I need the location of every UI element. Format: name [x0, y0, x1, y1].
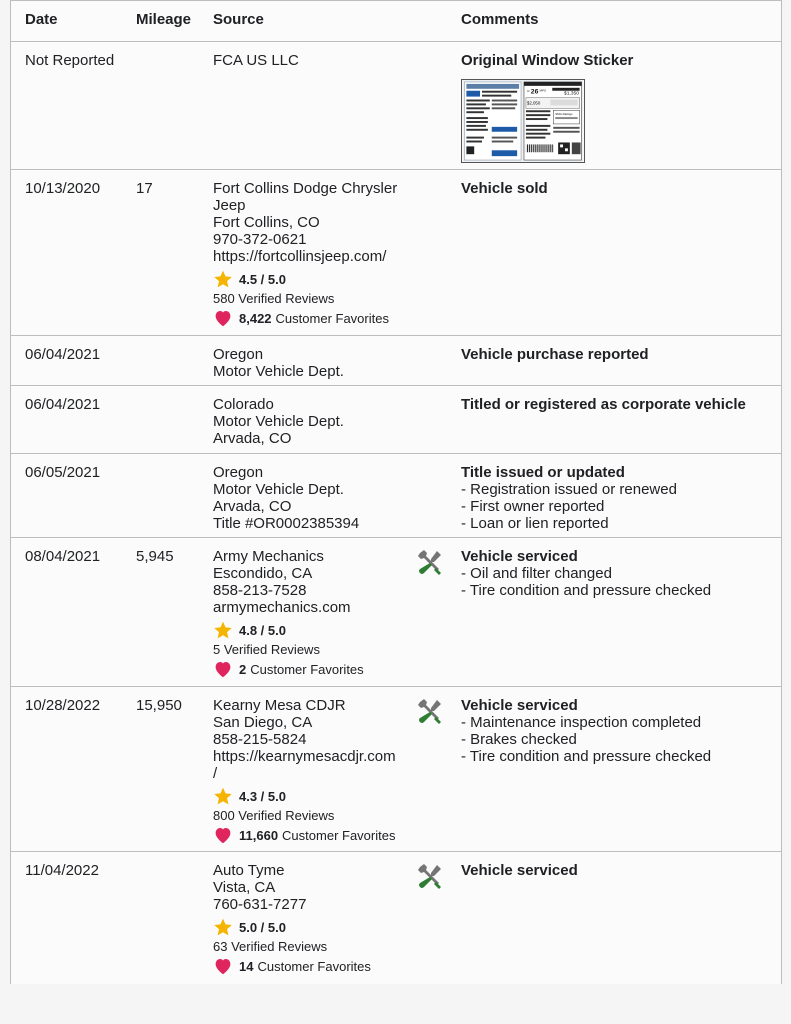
source-location: Fort Collins, CO — [213, 214, 320, 231]
dealer-rating[interactable] — [213, 786, 396, 806]
comment-title: Vehicle purchase reported — [461, 346, 649, 363]
row-comments — [461, 464, 677, 532]
source-phone[interactable]: 970-372-0621 — [213, 231, 307, 248]
row-date: 10/28/2022 — [25, 697, 101, 714]
source-website[interactable]: https://fortcollinsjeep.com/ — [213, 248, 387, 265]
reviews-link[interactable]: 580 Verified Reviews — [213, 291, 335, 306]
dealer-rating[interactable] — [213, 620, 364, 640]
table-row — [11, 336, 781, 386]
row-source — [213, 52, 299, 69]
row-source — [213, 346, 344, 380]
comment-item: - Tire condition and pressure checked — [461, 582, 712, 599]
source-location: Escondido, CA — [213, 565, 313, 582]
favorites-label: Customer Favorites — [282, 827, 396, 843]
svg-text:≈: ≈ — [526, 89, 530, 95]
favorites-label: Customer Favorites — [250, 661, 364, 677]
row-comments — [461, 180, 548, 197]
row-date: 06/04/2021 — [25, 346, 101, 363]
heart-icon — [213, 660, 233, 678]
source-website[interactable]: https://kearnymesacdjr.com — [213, 748, 396, 765]
reviews-link[interactable]: 800 Verified Reviews — [213, 808, 335, 823]
dealer-rating[interactable] — [213, 269, 397, 289]
comment-item: - Maintenance inspection completed — [461, 714, 702, 731]
window-sticker-thumbnail[interactable] — [461, 79, 585, 163]
rating-value: 4.5 / 5.0 — [239, 271, 286, 287]
svg-text:$1,350: $1,350 — [564, 91, 579, 97]
comment-item: - Oil and filter changed — [461, 565, 612, 582]
header-mileage: Mileage — [136, 11, 192, 28]
customer-favorites — [213, 309, 397, 327]
source-website-continued[interactable]: / — [213, 765, 218, 782]
reviews-link[interactable]: 63 Verified Reviews — [213, 939, 328, 954]
source-line: Oregon — [213, 346, 264, 363]
row-date: 06/05/2021 — [25, 464, 101, 481]
rating-value: 4.3 / 5.0 — [239, 788, 286, 804]
star-icon — [213, 786, 233, 806]
comment-title: Vehicle serviced — [461, 697, 578, 714]
row-source — [213, 697, 396, 844]
row-comments — [461, 52, 633, 163]
svg-text:MPG: MPG — [539, 88, 547, 93]
row-comments — [461, 346, 649, 363]
row-date: 06/04/2021 — [25, 396, 101, 413]
heart-icon — [213, 957, 233, 975]
comment-item: - First owner reported — [461, 498, 605, 515]
source-name[interactable]: Fort Collins Dodge Chrysler — [213, 180, 398, 197]
vehicle-history-table — [10, 0, 782, 984]
heart-icon — [213, 309, 233, 327]
header-source: Source — [213, 11, 264, 28]
svg-text:$2,050: $2,050 — [526, 100, 541, 106]
comment-title: Title issued or updated — [461, 464, 625, 481]
svg-text:SMG Ratings: SMG Ratings — [555, 112, 573, 117]
row-comments — [461, 862, 578, 879]
wrench-screwdriver-icon — [416, 548, 444, 576]
row-source — [213, 862, 371, 975]
source-name[interactable]: Auto Tyme — [213, 862, 285, 879]
source-line: Oregon — [213, 464, 264, 481]
page-bottom-background — [0, 984, 791, 1024]
header-date: Date — [25, 11, 58, 28]
table-row — [11, 454, 781, 538]
table-row — [11, 687, 781, 852]
star-icon — [213, 269, 233, 289]
row-comments — [461, 396, 746, 413]
row-source — [213, 548, 364, 678]
source-line: Motor Vehicle Dept. — [213, 363, 344, 380]
row-date: Not Reported — [25, 52, 115, 69]
source-name[interactable]: Army Mechanics — [213, 548, 324, 565]
source-line: Colorado — [213, 396, 274, 413]
comment-title: Vehicle serviced — [461, 862, 578, 879]
wrench-screwdriver-icon — [416, 862, 444, 890]
row-comments — [461, 697, 711, 765]
source-phone[interactable]: 858-215-5824 — [213, 731, 307, 748]
comment-item: - Tire condition and pressure checked — [461, 748, 712, 765]
source-line: Jeep — [213, 197, 246, 214]
row-date: 11/04/2022 — [25, 862, 99, 879]
row-date: 10/13/2020 — [25, 180, 101, 197]
favorites-label: Customer Favorites — [257, 958, 371, 974]
source-line: Motor Vehicle Dept. — [213, 481, 344, 498]
customer-favorites — [213, 826, 396, 844]
row-source — [213, 180, 397, 327]
customer-favorites — [213, 957, 371, 975]
svg-text:26: 26 — [530, 88, 539, 96]
customer-favorites — [213, 660, 364, 678]
source-name[interactable]: Kearny Mesa CDJR — [213, 697, 346, 714]
favorites-label: Customer Favorites — [275, 310, 389, 326]
comment-title[interactable]: Original Window Sticker — [461, 52, 634, 69]
row-mileage: 17 — [136, 180, 153, 197]
row-comments — [461, 548, 711, 599]
row-mileage: 15,950 — [136, 697, 182, 714]
source-phone[interactable]: 858-213-7528 — [213, 582, 307, 599]
comment-item: - Loan or lien reported — [461, 515, 609, 532]
rating-value: 4.8 / 5.0 — [239, 622, 286, 638]
favorites-count: 8,422 — [239, 310, 272, 326]
favorites-count: 11,660 — [239, 827, 279, 843]
comment-item: - Brakes checked — [461, 731, 577, 748]
table-row — [11, 538, 781, 687]
comment-title: Titled or registered as corporate vehicle — [461, 396, 746, 413]
row-mileage: 5,945 — [136, 548, 174, 565]
table-row — [11, 852, 781, 984]
row-date: 08/04/2021 — [25, 548, 101, 565]
comment-item: - Registration issued or renewed — [461, 481, 677, 498]
table-row — [11, 170, 781, 336]
source-line: Motor Vehicle Dept. — [213, 413, 344, 430]
reviews-link[interactable]: 5 Verified Reviews — [213, 642, 320, 657]
star-icon — [213, 917, 233, 937]
wrench-screwdriver-icon — [416, 697, 444, 725]
source-phone[interactable]: 760-631-7277 — [213, 896, 307, 913]
source-website[interactable]: armymechanics.com — [213, 599, 351, 616]
table-row — [11, 42, 781, 170]
row-source — [213, 464, 359, 532]
header-comments: Comments — [461, 11, 539, 28]
favorites-count: 14 — [239, 958, 254, 974]
favorites-count: 2 — [239, 661, 247, 677]
source-line: Arvada, CO — [213, 498, 292, 515]
row-source — [213, 396, 344, 447]
source-line: Title #OR0002385394 — [213, 515, 360, 532]
comment-title: Vehicle serviced — [461, 548, 578, 565]
dealer-rating[interactable] — [213, 917, 371, 937]
star-icon — [213, 620, 233, 640]
source-location: Vista, CA — [213, 879, 276, 896]
comment-title: Vehicle sold — [461, 180, 548, 197]
source-line: Arvada, CO — [213, 430, 292, 447]
rating-value: 5.0 / 5.0 — [239, 919, 286, 935]
heart-icon — [213, 826, 233, 844]
source-location: San Diego, CA — [213, 714, 313, 731]
table-row — [11, 386, 781, 454]
source-line: FCA US LLC — [213, 52, 299, 69]
table-header — [11, 0, 781, 42]
